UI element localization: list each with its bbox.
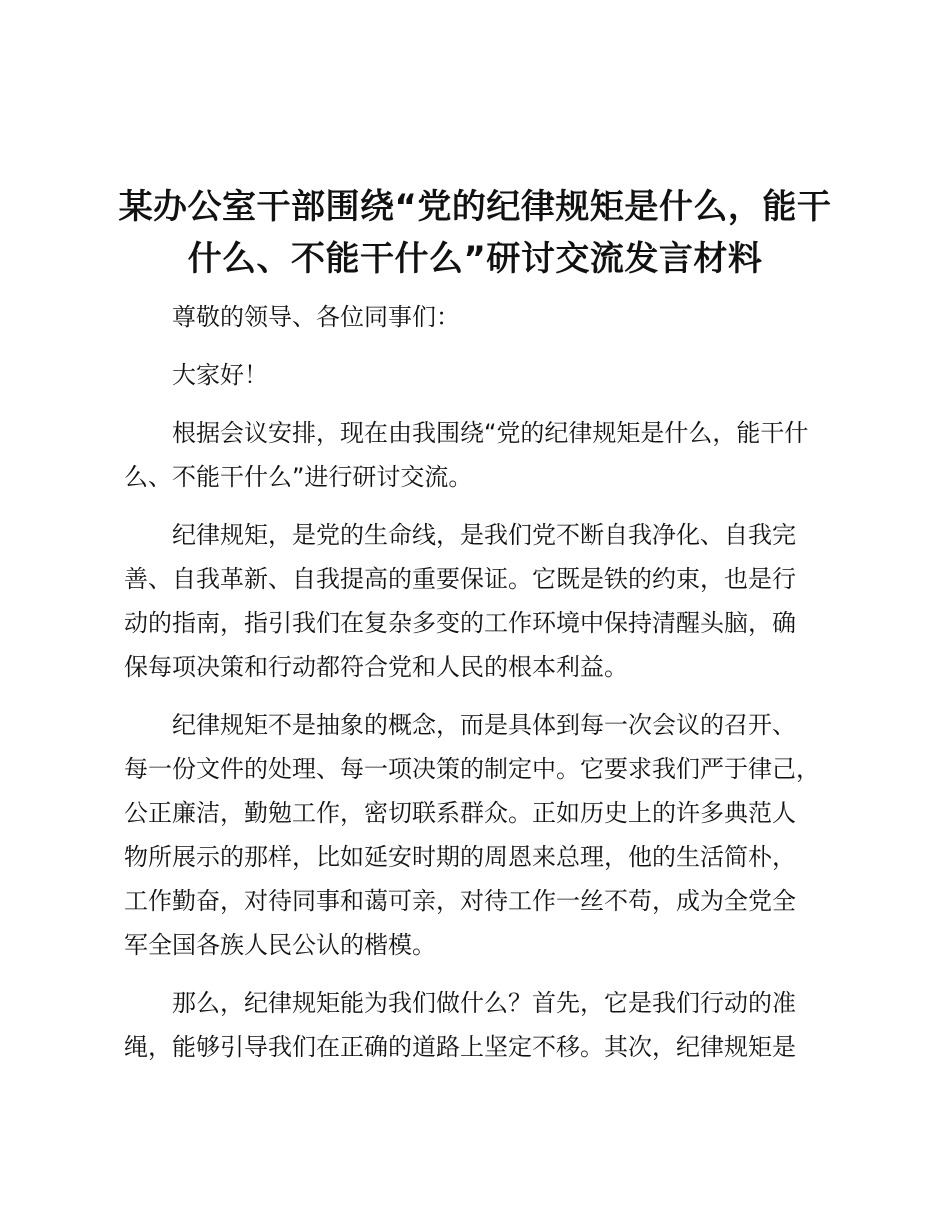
discipline-definition-paragraph — [124, 513, 840, 689]
paragraph-line: 绳，能够引导我们在正确的道路上坚定不移。其次，纪律规矩是 — [124, 1033, 796, 1061]
paragraph-line: 大家好！ — [172, 361, 268, 389]
greeting-paragraph — [124, 353, 840, 397]
document-title — [95, 181, 855, 285]
document-body — [124, 295, 840, 1083]
paragraph-line: 尊敬的领导、各位同事们： — [172, 303, 460, 331]
paragraph-line: 善、自我革新、自我提高的重要保证。它既是铁的约束，也是行 — [124, 565, 796, 593]
intro-paragraph — [124, 411, 840, 499]
discipline-example-paragraph — [124, 703, 840, 967]
title-line: 某办公室干部围绕“党的纪律规矩是什么，能干 — [118, 187, 832, 227]
paragraph-line: 保每项决策和行动都符合党和人民的根本利益。 — [124, 653, 628, 681]
paragraph-line: 纪律规矩，是党的生命线，是我们党不断自我净化、自我完 — [172, 521, 796, 549]
paragraph-line: 军全国各族人民公认的楷模。 — [124, 931, 436, 959]
title-line: 什么、不能干什么”研讨交流发言材料 — [187, 239, 763, 279]
paragraph-line: 纪律规矩不是抽象的概念，而是具体到每一次会议的召开、 — [172, 711, 796, 739]
paragraph-line: 么、不能干什么”进行研讨交流。 — [124, 463, 473, 491]
paragraph-line: 每一份文件的处理、每一项决策的制定中。它要求我们严于律己， — [124, 755, 820, 783]
paragraph-line: 动的指南，指引我们在复杂多变的工作环境中保持清醒头脑，确 — [124, 609, 796, 637]
salutation-paragraph — [124, 295, 840, 339]
discipline-role-paragraph — [124, 981, 840, 1069]
paragraph-line: 那么，纪律规矩能为我们做什么？首先，它是我们行动的准 — [172, 989, 796, 1017]
paragraph-line: 根据会议安排，现在由我围绕“党的纪律规矩是什么，能干什 — [172, 419, 809, 447]
paragraph-line: 物所展示的那样，比如延安时期的周恩来总理，他的生活简朴， — [124, 843, 796, 871]
paragraph-line: 公正廉洁，勤勉工作，密切联系群众。正如历史上的许多典范人 — [124, 799, 796, 827]
paragraph-line: 工作勤奋，对待同事和蔼可亲，对待工作一丝不苟，成为全党全 — [124, 887, 796, 915]
